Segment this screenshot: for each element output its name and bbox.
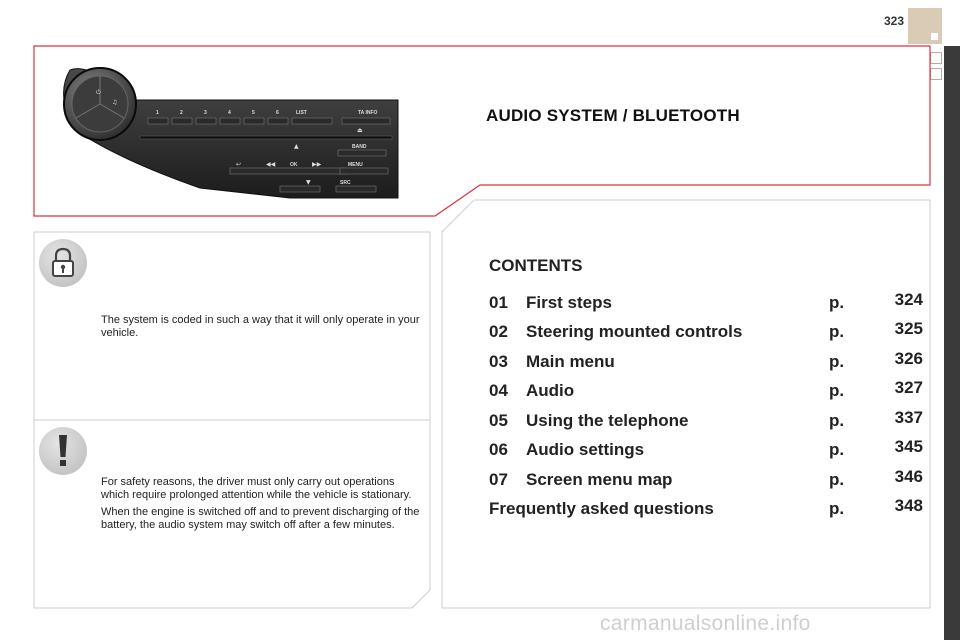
toc-entry[interactable] [489, 290, 929, 317]
toc-number: 06 [489, 440, 508, 459]
toc-page-prefix: p. [829, 411, 845, 430]
toc-label: First steps [526, 293, 612, 312]
lock-note [101, 314, 421, 344]
preset-label: 6 [276, 110, 279, 116]
preset-label: 3 [204, 110, 207, 116]
toc-entry[interactable] [489, 319, 929, 346]
list-label: LIST [296, 110, 307, 116]
back-icon: ↩ [236, 161, 242, 168]
lock-note-text: The system is coded in such a way that it will only operate in your vehicle. [101, 314, 420, 339]
warning-icon-badge [39, 427, 87, 475]
toc-page-prefix: p. [829, 470, 845, 489]
toc-entry[interactable] [489, 437, 929, 464]
toc-page-prefix: p. [829, 322, 845, 341]
toc-page-number: 325 [894, 319, 923, 338]
toc-page-prefix: p. [829, 499, 845, 518]
toc-page-prefix: p. [829, 440, 845, 459]
toc-number: 03 [489, 352, 508, 371]
page-title: AUDIO SYSTEM / BLUETOOTH [486, 106, 740, 125]
toc-page-number: 346 [894, 467, 923, 486]
toc-page-number: 326 [894, 349, 923, 368]
toc-entry[interactable] [489, 408, 929, 435]
toc-label: Audio settings [526, 440, 645, 459]
preset-label: 1 [156, 110, 159, 116]
preset-label: 5 [252, 110, 255, 116]
up-arrow-icon: ▲ [294, 143, 299, 150]
toc-page-number: 327 [894, 378, 923, 397]
warning-note [101, 476, 421, 536]
toc-entry[interactable] [489, 496, 929, 523]
lock-icon [39, 239, 87, 287]
toc-number: 01 [489, 293, 508, 312]
page-number: 323 [883, 14, 904, 28]
menu-label: MENU [348, 162, 363, 168]
toc-page-prefix: p. [829, 381, 845, 400]
toc-label: Steering mounted controls [526, 322, 743, 341]
toc-page-number: 345 [894, 437, 923, 456]
music-icon: ♫ [112, 99, 118, 106]
ok-label: OK [290, 162, 298, 168]
power-icon: ⏻ [96, 89, 101, 96]
toc-number: 07 [489, 470, 508, 489]
toc-label: Main menu [526, 352, 615, 371]
contents-title: CONTENTS [489, 256, 583, 275]
toc-entry[interactable] [489, 349, 929, 376]
watermark: carmanualsonline.info [600, 612, 811, 635]
toc-label: Screen menu map [526, 470, 673, 489]
eject-icon: ⏏ [357, 127, 363, 134]
toc-number: 04 [489, 381, 508, 400]
toc-number: 02 [489, 322, 508, 341]
toc-label: Using the telephone [526, 411, 689, 430]
toc-page-number: 337 [894, 408, 923, 427]
exclamation-icon [39, 427, 87, 475]
toc-entry[interactable] [489, 467, 929, 494]
down-arrow-icon: ▼ [306, 179, 311, 186]
toc-number: 05 [489, 411, 508, 430]
toc-page-prefix: p. [829, 293, 845, 312]
lock-icon-badge [39, 239, 87, 287]
toc-page-prefix: p. [829, 352, 845, 371]
preset-label: 2 [180, 110, 183, 116]
toc-label: Audio [526, 381, 575, 400]
toc-page-number: 324 [894, 290, 923, 309]
toc-label: Frequently asked questions [489, 499, 714, 518]
toc-entry[interactable] [489, 378, 929, 405]
ta-info-label: TA INFO [358, 110, 378, 116]
preset-label: 4 [228, 110, 231, 116]
warning-note-text: For safety reasons, the driver must only carry out operations which require prolonged attention while the vehicle is stationary. [101, 476, 412, 501]
forward-icon: ▶▶ [312, 161, 322, 168]
rewind-icon: ◀◀ [266, 161, 276, 168]
toc-page-number: 348 [894, 496, 923, 515]
warning-note-text: When the engine is switched off and to prevent discharging of the battery, the audio system may switch off after a few minutes. [101, 506, 420, 531]
src-label: SRC [340, 180, 351, 186]
band-label: BAND [352, 144, 367, 150]
